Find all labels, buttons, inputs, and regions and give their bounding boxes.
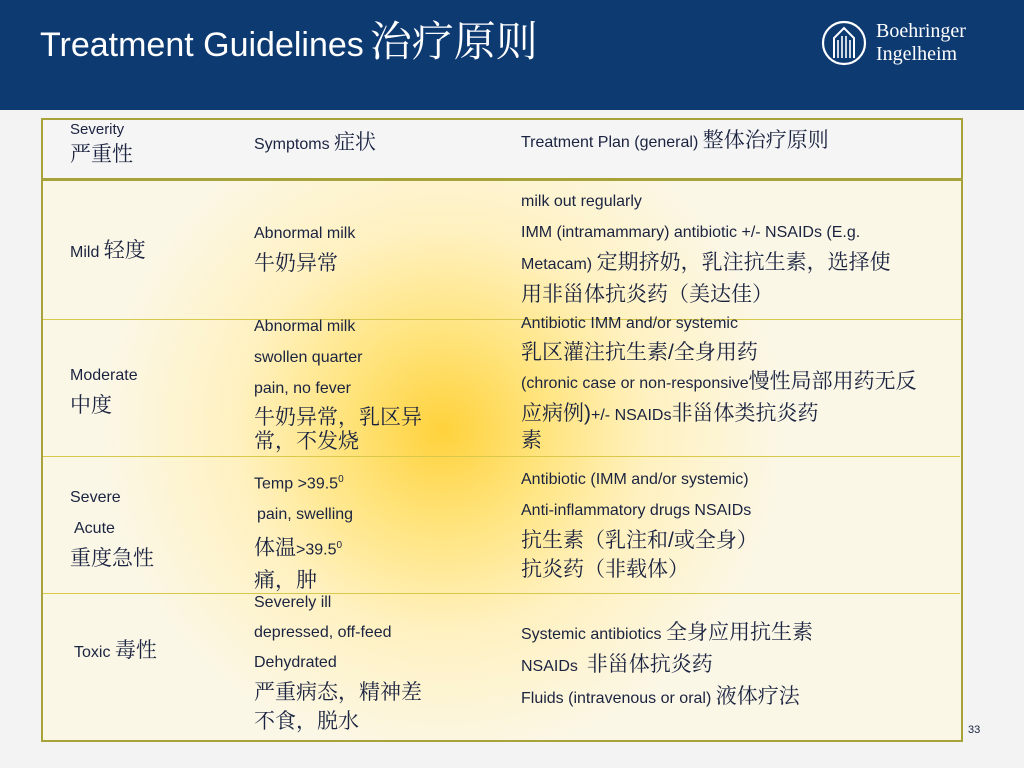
row-severe-severity-en: Severe — [70, 489, 121, 506]
symptom-line: depressed, off-feed — [254, 624, 392, 641]
slide-title-zh: 治疗原则 — [369, 18, 538, 65]
treatment-line-zh: 素 — [521, 429, 542, 452]
symptom-line: >39.5 — [296, 541, 337, 559]
treatment-line: Anti-inflammatory drugs NSAIDs — [521, 502, 752, 519]
col-header-treatment — [521, 126, 829, 160]
symptom-line: Severely ill — [254, 594, 332, 611]
row-moderate-severity-zh: 中度 — [70, 394, 112, 417]
row-mild-severity — [70, 236, 146, 268]
symptom-line: Abnormal milk — [254, 318, 356, 335]
row-mild-severity-en: Mild — [70, 244, 100, 261]
symptom-superscript: 0 — [336, 540, 343, 552]
treatment-line: Antibiotic IMM and/or systemic — [521, 315, 738, 332]
treatment-line-zh: 抗炎药（非载体） — [521, 558, 689, 581]
row-severe-severity-zh: 重度急性 — [70, 547, 154, 570]
row-divider — [41, 456, 960, 457]
row-moderate-treatment — [521, 310, 917, 453]
col-header-severity-zh: 严重性 — [70, 143, 133, 166]
row-divider — [41, 593, 960, 594]
row-severe-severity — [70, 482, 154, 573]
treatment-line: milk out regularly — [521, 193, 642, 210]
treatment-line-zh: 乳区灌注抗生素/全身用药 — [521, 341, 758, 364]
row-severe-treatment — [521, 464, 758, 584]
row-severe-symptoms — [254, 464, 353, 595]
symptom-line-zh: 痛，肿 — [254, 568, 317, 592]
row-toxic-severity — [74, 636, 157, 668]
col-header-symptoms-zh: 症状 — [334, 131, 377, 154]
row-toxic-symptoms — [254, 588, 422, 736]
symptom-line-zh: 牛奶异常 — [254, 252, 338, 275]
symptom-line-zh: 不食，脱水 — [254, 710, 359, 733]
treatment-line: (chronic case or non-responsive — [521, 375, 749, 392]
treatment-line-zh: 非甾体抗炎药 — [586, 653, 713, 676]
treatment-line-zh: 用非甾体抗炎药（美达佳） — [521, 283, 773, 306]
brand-name — [876, 20, 966, 66]
treatment-line-zh: 应病例) — [521, 402, 591, 425]
col-header-severity-en: Severity — [70, 121, 125, 138]
treatment-line: Fluids (intravenous or oral) — [521, 690, 712, 707]
treatment-line-zh: 全身应用抗生素 — [665, 621, 813, 644]
row-moderate-symptoms — [254, 311, 422, 454]
treatment-line: Antibiotic (IMM and/or systemic) — [521, 471, 749, 488]
symptom-line-zh: 严重病态，精神差 — [254, 681, 422, 704]
treatment-line: IMM (intramammary) antibiotic +/- NSAIDs (E.g. — [521, 224, 861, 241]
treatment-line: Metacam) — [521, 256, 593, 273]
brand-name-line2: Ingelheim — [876, 43, 958, 65]
treatment-line: NSAIDs — [521, 658, 578, 675]
symptom-line: Dehydrated — [254, 654, 337, 671]
row-moderate-severity — [70, 360, 138, 420]
symptom-line: Temp >39.5 — [254, 475, 339, 493]
symptom-line-zh: 牛奶异常，乳区异 — [254, 406, 422, 429]
symptom-line: Abnormal milk — [254, 225, 356, 242]
brand-logo-block — [820, 18, 995, 74]
treatment-line-zh: 定期挤奶，乳注抗生素，选择使 — [596, 251, 891, 274]
treatment-line: +/- NSAIDs — [591, 407, 672, 424]
symptom-superscript: 0 — [338, 474, 344, 485]
row-toxic-treatment — [521, 618, 813, 714]
brand-name-line1: Boehringer — [876, 20, 966, 42]
boehringer-building-icon — [820, 18, 868, 68]
slide-title — [40, 14, 538, 73]
treatment-table — [41, 118, 963, 742]
symptom-line: pain, swelling — [257, 506, 354, 524]
symptom-line-zh: 常，不发烧 — [254, 430, 359, 453]
treatment-line-zh: 非甾体类抗炎药 — [671, 402, 819, 425]
row-moderate-severity-en: Moderate — [70, 367, 138, 384]
page-number: 33 — [968, 724, 981, 736]
col-header-treatment-zh: 整体治疗原则 — [702, 129, 829, 152]
row-mild-severity-zh: 轻度 — [103, 239, 146, 262]
slide-title-en: Treatment Guidelines — [40, 26, 364, 64]
col-header-symptoms — [254, 128, 376, 162]
row-severe-severity-en2: Acute — [74, 520, 115, 537]
row-mild-treatment — [521, 186, 891, 309]
col-header-treatment-en: Treatment Plan (general) — [521, 134, 699, 151]
treatment-line-zh: 抗生素（乳注和/或全身） — [521, 529, 758, 552]
row-toxic-severity-en: Toxic — [74, 644, 111, 661]
title-banner — [0, 0, 1024, 110]
row-mild-symptoms — [254, 218, 355, 278]
header-divider — [43, 178, 961, 181]
row-toxic-severity-zh: 毒性 — [114, 639, 157, 662]
symptom-line: swollen quarter — [254, 349, 363, 366]
symptom-line-zh: 体温 — [254, 536, 296, 560]
treatment-line-zh: 慢性局部用药无反 — [748, 370, 917, 393]
symptom-line: pain, no fever — [254, 380, 351, 397]
treatment-line: Systemic antibiotics — [521, 626, 662, 643]
col-header-symptoms-en: Symptoms — [254, 136, 330, 153]
treatment-line-zh: 液体疗法 — [715, 685, 800, 708]
col-header-severity — [70, 120, 133, 169]
